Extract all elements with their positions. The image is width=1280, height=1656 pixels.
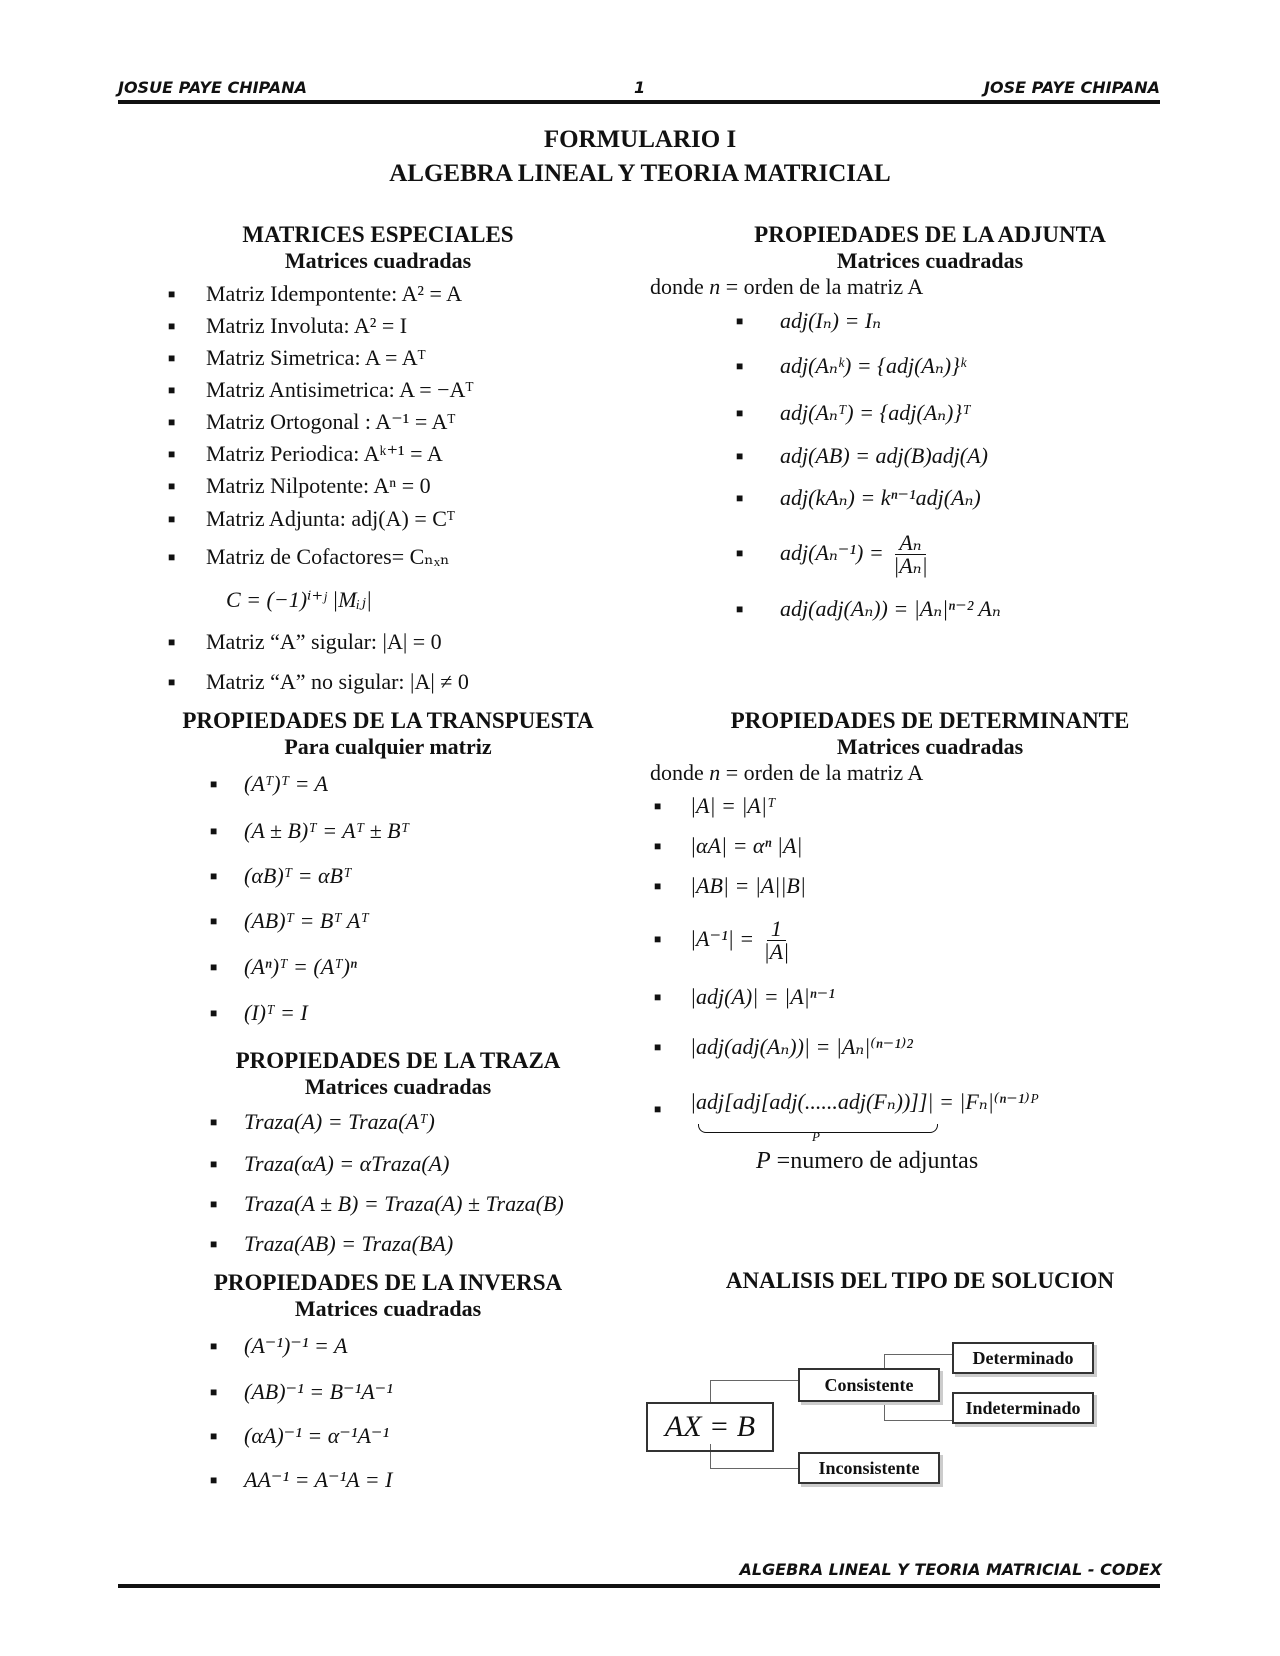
- section-heading: PROPIEDADES DE LA TRAZA: [235, 1048, 561, 1073]
- list-item: ■ (Aⁿ)ᵀ = (Aᵀ)ⁿ: [118, 944, 638, 990]
- section-subheading: Para cualquier matriz: [284, 734, 492, 759]
- list-item: ■ adj(kAₙ) = kⁿ⁻¹adj(Aₙ): [650, 476, 1170, 520]
- list-item: ■ |AB| = |A||B|: [650, 866, 1170, 906]
- fraction-lhs: adj(Aₙ⁻¹) =: [780, 540, 884, 565]
- order-note-text: = orden de la matriz A: [725, 274, 924, 299]
- list-item: ■ Matriz Nilpotente: Aⁿ = 0: [118, 470, 638, 502]
- list-item: ■ |αA| = αⁿ |A|: [650, 826, 1170, 866]
- order-note: [650, 274, 1170, 300]
- fraction: [760, 918, 794, 963]
- section-subheading: Matrices cuadradas: [304, 1074, 492, 1099]
- list-item: ■ Matriz Adjunta: adj(A) = Cᵀ: [118, 502, 638, 536]
- underbrace-label: P: [812, 1129, 820, 1144]
- list-item: ■ Matriz “A” sigular: |A| = 0: [118, 622, 638, 662]
- list-item: ■ (A ± B)ᵀ = Aᵀ ± Bᵀ: [118, 808, 638, 854]
- list-item: ■ (αB)ᵀ = αBᵀ: [118, 854, 638, 898]
- p-note: [650, 1148, 1170, 1175]
- header-rule: [118, 100, 1160, 104]
- section-heading: PROPIEDADES DE LA INVERSA: [213, 1270, 563, 1295]
- section-transpuesta: [138, 708, 638, 1036]
- p-note-var: P: [756, 1148, 771, 1174]
- list-item: [650, 906, 1170, 972]
- order-note-var: n: [709, 760, 721, 785]
- cofactor-formula: C = (−1)ⁱ⁺ʲ |Mᵢⱼ|: [226, 587, 372, 612]
- section-heading: PROPIEDADES DE DETERMINANTE: [730, 708, 1130, 733]
- fraction-lhs: |A⁻¹| =: [690, 926, 755, 951]
- list-item: ■ Matriz Periodica: Aᵏ⁺¹ = A: [118, 438, 638, 470]
- section-subheading: Matrices cuadradas: [294, 1296, 482, 1321]
- list-item: ■ AA⁻¹ = A⁻¹A = I: [118, 1458, 638, 1502]
- section-matrices-especiales: [118, 222, 638, 702]
- section-subheading: Matrices cuadradas: [836, 248, 1024, 273]
- list-item: ■ adj(adj(Aₙ)) = |Aₙ|ⁿ⁻² Aₙ: [650, 586, 1170, 632]
- connector-cons-down: [884, 1402, 885, 1420]
- p-note-text: =numero de adjuntas: [776, 1148, 979, 1174]
- list-item: ■ Traza(A) = Traza(Aᵀ): [118, 1100, 658, 1144]
- page-number: 1: [634, 78, 646, 97]
- list-item: ■ |adj(A)| = |A|ⁿ⁻¹: [650, 972, 1170, 1022]
- list-item: ■ adj(AB) = adj(B)adj(A): [650, 436, 1170, 476]
- order-note-prefix: donde: [650, 760, 704, 785]
- connector-determinado: [884, 1354, 954, 1355]
- list-item: ■ adj(Iₙ) = Iₙ: [650, 300, 1170, 342]
- list-item: ■ (αA)⁻¹ = α⁻¹A⁻¹: [118, 1414, 638, 1458]
- connector-main-up: [710, 1380, 711, 1404]
- list-item: ■ (A⁻¹)⁻¹ = A: [118, 1322, 638, 1370]
- order-note: [650, 760, 1170, 786]
- list-item: ■ (AB)⁻¹ = B⁻¹A⁻¹: [118, 1370, 638, 1414]
- list-item: ■ Matriz Antisimetrica: A = −Aᵀ: [118, 374, 638, 406]
- fraction-numerator: 1: [767, 918, 786, 941]
- header-left-author: JOSUE PAYE CHIPANA: [118, 78, 307, 97]
- footer-title: ALGEBRA LINEAL Y TEORIA MATRICIAL - CODEX: [739, 1560, 1162, 1579]
- section-subheading: Matrices cuadradas: [284, 248, 472, 273]
- inconsistente-box: Inconsistente: [798, 1452, 940, 1484]
- fraction-denominator: |A|: [763, 939, 790, 965]
- connector-indeterminado: [884, 1420, 954, 1421]
- list-item: ■ adj(Aₙᵀ) = {adj(Aₙ)}ᵀ: [650, 390, 1170, 436]
- list-item: ■ |adj(adj(Aₙ))| = |Aₙ|⁽ⁿ⁻¹⁾²: [650, 1022, 1170, 1072]
- list-item: ■ Traza(αA) = αTraza(A): [118, 1144, 658, 1184]
- list-item: ■ Matriz Ortogonal : A⁻¹ = Aᵀ: [118, 406, 638, 438]
- equation-box: AX = B: [646, 1402, 774, 1452]
- section-determinante: [650, 708, 1170, 1175]
- list-item: ■ Traza(A ± B) = Traza(A) ± Traza(B): [118, 1184, 658, 1224]
- nested-adj-formula: |adj[adj[adj(......adj(Fₙ))]]| = |Fₙ|⁽ⁿ⁻¹⁾ᴾ: [690, 1089, 1039, 1114]
- list-item: [650, 520, 1170, 586]
- fraction: [889, 532, 931, 577]
- page-title: FORMULARIO I: [543, 126, 737, 153]
- section-traza: [138, 1048, 658, 1264]
- list-item: ■ Matriz Idempontente: A² = A: [118, 278, 638, 310]
- section-inversa: [138, 1270, 638, 1502]
- indeterminado-box: Indeterminado: [952, 1392, 1094, 1424]
- section-heading: PROPIEDADES DE LA TRANSPUESTA: [182, 708, 594, 733]
- footer-rule: [118, 1584, 1160, 1588]
- list-item: ■ Matriz “A” no sigular: |A| ≠ 0: [118, 662, 638, 702]
- page-subtitle: ALGEBRA LINEAL Y TEORIA MATRICIAL: [389, 160, 891, 187]
- section-heading: MATRICES ESPECIALES: [242, 222, 514, 247]
- list-item: ■ (AB)ᵀ = Bᵀ Aᵀ: [118, 898, 638, 944]
- section-adjunta: [650, 222, 1170, 632]
- connector-main-consistente: [710, 1380, 800, 1381]
- analisis-heading: ANALISIS DEL TIPO DE SOLUCION: [725, 1268, 1115, 1293]
- section-subheading: Matrices cuadradas: [836, 734, 1024, 759]
- consistente-box: Consistente: [798, 1368, 940, 1402]
- list-item: ■ (I)ᵀ = I: [118, 990, 638, 1036]
- order-note-var: n: [709, 274, 721, 299]
- header-right-author: JOSE PAYE CHIPANA: [984, 78, 1160, 97]
- determinado-box: Determinado: [952, 1342, 1094, 1374]
- list-item: ■ (Aᵀ)ᵀ = A: [118, 760, 638, 808]
- fraction-denominator: |Aₙ|: [893, 553, 928, 579]
- list-item: ■ |A| = |A|ᵀ: [650, 786, 1170, 826]
- list-item: [650, 1072, 1170, 1146]
- list-item: ■ adj(Aₙᵏ) = {adj(Aₙ)}ᵏ: [650, 342, 1170, 390]
- order-note-text: = orden de la matriz A: [725, 760, 924, 785]
- connector-main-inconsistente: [710, 1468, 800, 1469]
- list-item: ■ Matriz Involuta: A² = I: [118, 310, 638, 342]
- order-note-prefix: donde: [650, 274, 704, 299]
- list-item: ■ Traza(AB) = Traza(BA): [118, 1224, 658, 1264]
- fraction-numerator: Aₙ: [895, 532, 925, 555]
- list-item: ■ Matriz de Cofactores= Cₙₓₙ: [118, 536, 638, 578]
- list-item: ■ Matriz Simetrica: A = Aᵀ: [118, 342, 638, 374]
- section-heading: PROPIEDADES DE LA ADJUNTA: [754, 222, 1106, 247]
